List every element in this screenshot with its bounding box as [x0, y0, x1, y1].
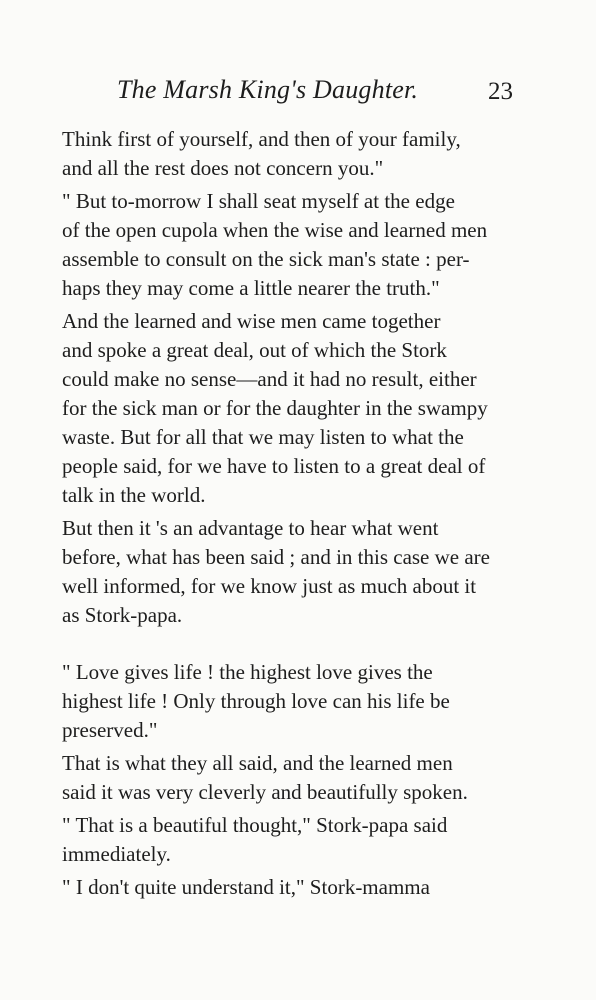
text-line: as Stork-papa. [62, 603, 183, 627]
text-line: That is what they all said, and the learned men [62, 751, 453, 775]
text-line: " I don't quite understand it," Stork-mamma [62, 875, 430, 899]
text-line: And the learned and wise men came together [62, 309, 441, 333]
text-line: " That is a beautiful thought," Stork-papa said [62, 813, 448, 837]
running-title: The Marsh King's Daughter. [117, 75, 419, 104]
text-line: " But to-morrow I shall seat myself at the edge [62, 189, 455, 213]
text-line: highest life ! Only through love can his life be [62, 689, 450, 713]
text-line: people said, for we have to listen to a great deal of [62, 454, 486, 478]
text-line: " Love gives life ! the highest love gives the [62, 660, 433, 684]
text-line: talk in the world. [62, 483, 206, 507]
text-line: haps they may come a little nearer the truth." [62, 276, 440, 300]
text-line: waste. But for all that we may listen to what the [62, 425, 464, 449]
page-header [0, 72, 596, 108]
text-line: Think first of yourself, and then of your family, [62, 127, 461, 151]
text-line: But then it 's an advantage to hear what went [62, 516, 439, 540]
text-line: assemble to consult on the sick man's state : per- [62, 247, 470, 271]
text-line: could make no sense—and it had no result, either [62, 367, 477, 391]
text-line: and all the rest does not concern you." [62, 156, 384, 180]
section-break [62, 630, 530, 658]
text-line: for the sick man or for the daughter in the swampy [62, 396, 488, 420]
page-body [62, 125, 530, 902]
text-line: immediately. [62, 842, 171, 866]
text-line: well informed, for we know just as much about it [62, 574, 477, 598]
text-line: and spoke a great deal, out of which the Stork [62, 338, 447, 362]
text-line: said it was very cleverly and beautifully spoken. [62, 780, 468, 804]
text-line: of the open cupola when the wise and learned men [62, 218, 488, 242]
text-line: preserved." [62, 718, 158, 742]
page-number: 23 [488, 78, 513, 105]
text-line: before, what has been said ; and in this case we are [62, 545, 490, 569]
